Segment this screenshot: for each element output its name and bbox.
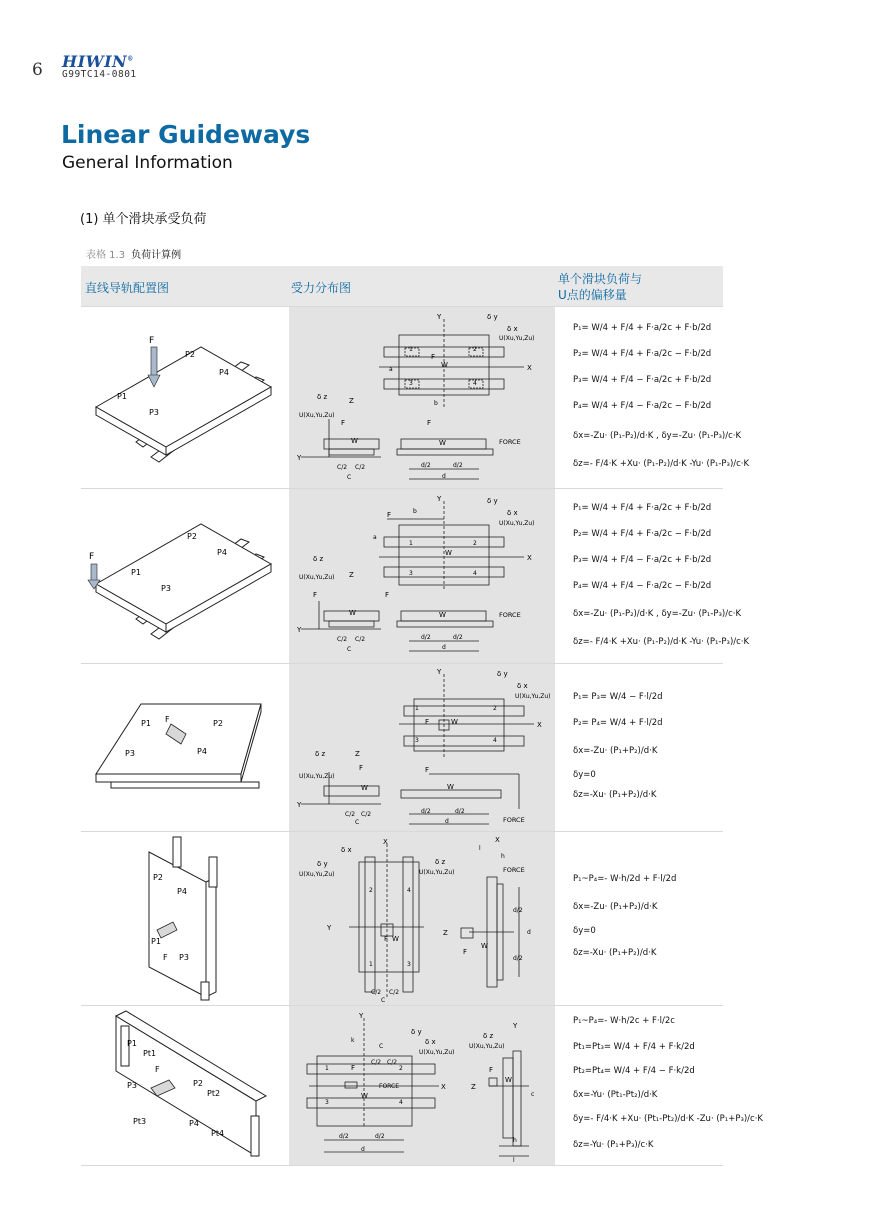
diagram-label: X	[537, 721, 542, 729]
diagram-label: 1	[415, 705, 419, 712]
diagram-label: F	[384, 935, 389, 943]
formula-cell: P₁= P₃= W/4 − F·l/2d P₂= P₄= W/4 + F·l/2d δx=-Zu· (P₁+P₂)/d·K δy=0 δz=-Xu· (P₁+P₂)/d·K	[555, 664, 723, 832]
diagram-label: d/2	[375, 1133, 385, 1140]
diagram-label: C	[347, 646, 352, 653]
diagram-label: F	[155, 1065, 160, 1074]
diagram-label: P1	[127, 1039, 137, 1048]
diagram-label: Pt2	[207, 1089, 221, 1098]
diagram-label: 4	[493, 737, 497, 744]
table-caption: 表格 1.3 负荷计算例	[86, 250, 182, 261]
guideway-config-diagram	[81, 1006, 289, 1165]
diagram-label: F	[359, 764, 364, 772]
diagram-label: Y	[359, 1012, 364, 1020]
diagram-label: Z	[355, 750, 360, 758]
guideway-config-diagram	[81, 307, 289, 489]
diagram-label: Y	[297, 454, 302, 462]
diagram-label: l	[479, 845, 481, 852]
hiwin-logo: HIWIN®	[62, 52, 134, 71]
page-number: 6	[32, 60, 43, 80]
diagram-label: δ z	[435, 858, 446, 866]
diagram-label: Y	[297, 801, 302, 809]
force-distribution-diagram	[289, 832, 555, 1006]
diagram-label: d	[527, 929, 531, 936]
diagram-label: C/2	[361, 811, 372, 818]
diagram-label: Y	[513, 1022, 518, 1030]
diagram-label: δ y	[487, 497, 498, 505]
diagram-label: F	[463, 948, 468, 956]
diagram-label: 3	[325, 1099, 329, 1106]
diagram-label: C	[381, 997, 386, 1004]
diagram-label: C/2	[337, 636, 348, 643]
diagram-label: P4	[177, 887, 187, 896]
diagram-label: δ x	[425, 1038, 436, 1046]
diagram-label: U(Xu,Yu,Zu)	[299, 574, 335, 581]
diagram-label: b	[434, 400, 438, 407]
diagram-label: h	[501, 853, 505, 860]
diagram-label: W	[351, 437, 358, 445]
diagram-label: C/2	[355, 636, 366, 643]
diagram-label: F	[351, 1064, 356, 1072]
diagram-label: U(Xu,Yu,Zu)	[499, 335, 535, 342]
diagram-label: d/2	[453, 462, 463, 469]
header-config: 直线导轨配置图	[85, 281, 170, 295]
diagram-label: δ x	[341, 846, 352, 854]
diagram-label: Pt4	[211, 1129, 225, 1138]
diagram-label: d	[361, 1146, 365, 1153]
diagram-label: 3	[415, 737, 419, 744]
diagram-label: F	[425, 718, 430, 726]
diagram-label: P3	[149, 408, 159, 417]
diagram-label: U(Xu,Yu,Zu)	[419, 869, 455, 876]
diagram-label: 4	[407, 887, 411, 894]
diagram-label: 3	[409, 380, 413, 387]
diagram-label: Z	[471, 1083, 476, 1091]
diagram-label: δ y	[497, 670, 508, 678]
diagram-label: d	[445, 818, 449, 825]
diagram-label: δ z	[313, 555, 324, 563]
diagram-label: 4	[473, 570, 477, 577]
diagram-label: W	[349, 609, 356, 617]
diagram-label: δ z	[317, 393, 328, 401]
diagram-label: F	[427, 419, 432, 427]
diagram-label: d/2	[421, 462, 431, 469]
diagram-label: a	[389, 366, 393, 373]
diagram-label: d/2	[513, 907, 523, 914]
header-force: 受力分布图	[291, 281, 352, 295]
diagram-label: FORCE	[379, 1083, 400, 1090]
diagram-label: F	[489, 1066, 494, 1074]
section-heading: (1) 单个滑块承受负荷	[80, 212, 207, 227]
diagram-label: F	[89, 552, 95, 562]
page-title: Linear Guideways	[61, 120, 311, 149]
diagram-label: P1	[131, 568, 141, 577]
table-row	[81, 488, 750, 664]
diagram-label: FORCE	[503, 866, 525, 874]
diagram-label: b	[413, 508, 417, 515]
diagram-label: Pt3	[133, 1117, 147, 1126]
diagram-label: 1	[325, 1065, 329, 1072]
diagram-label: FORCE	[499, 438, 521, 446]
diagram-label: P2	[213, 719, 223, 728]
diagram-label: U(Xu,Yu,Zu)	[299, 412, 335, 419]
diagram-label: P3	[179, 953, 189, 962]
diagram-label: U(Xu,Yu,Zu)	[515, 693, 551, 700]
diagram-label: d/2	[453, 634, 463, 641]
diagram-label: 2	[399, 1065, 403, 1072]
diagram-label: h	[513, 1137, 517, 1144]
diagram-label: U(Xu,Yu,Zu)	[419, 1049, 455, 1056]
diagram-label: 1	[409, 540, 413, 547]
diagram-label: Y	[437, 495, 442, 503]
diagram-label: P1	[117, 392, 127, 401]
load-calculation-table	[81, 266, 763, 1164]
formula-cell: P₁= W/4 + F/4 + F·a/2c + F·b/2d P₂= W/4 + F/4 + F·a/2c − F·b/2d P₃= W/4 + F/4 − F·a/2c + F·b/2d P₄= W/4 + F/4 − F·a/2c − F·b/2d δx=-Zu· (P₁-P₂)/d·K , δy=-Zu· (P₁-P₃)/c·K δz=- F/4·K +Xu· (P₁-P₂)/d·K -Yu· (P₁-P₃)/c·K	[555, 489, 723, 664]
diagram-label: Z	[443, 929, 448, 937]
diagram-label: P3	[125, 749, 135, 758]
diagram-label: F	[149, 336, 155, 346]
table-row	[81, 1005, 763, 1166]
diagram-label: F	[165, 715, 170, 724]
diagram-label: W	[451, 718, 458, 726]
diagram-label: P3	[127, 1081, 137, 1090]
diagram-label: FORCE	[499, 611, 521, 619]
diagram-label: δ x	[507, 509, 518, 517]
diagram-label: 1	[369, 961, 373, 968]
force-distribution-diagram	[289, 307, 555, 489]
diagram-label: 4	[473, 380, 477, 387]
diagram-label: C/2	[387, 1059, 398, 1066]
header-load-2: U点的偏移量	[558, 288, 627, 302]
diagram-label: F	[163, 953, 168, 962]
diagram-label: Y	[327, 924, 332, 932]
diagram-label: C/2	[389, 989, 400, 996]
diagram-label: X	[527, 554, 532, 562]
diagram-label: X	[383, 838, 388, 846]
header-load-1: 单个滑块负荷与	[558, 272, 643, 286]
table-row	[81, 663, 723, 832]
diagram-label: d	[442, 473, 446, 480]
diagram-label: δ x	[507, 325, 518, 333]
diagram-label: F	[313, 591, 318, 599]
formula-cell: P₁~P₄=- W·h/2c + F·l/2c Pt₁=Pt₃= W/4 + F/4 + F·k/2d Pt₂=Pt₄= W/4 + F/4 − F·k/2d δx=-Yu· (Pt₁-Pt₂)/d·K δy=- F/4·K +Xu· (Pt₁-Pt₂)/d·K -Zu· (P₁+P₃)/c·K δz=-Yu· (P₁+P₃)/c·K	[555, 1006, 723, 1165]
diagram-label: C/2	[371, 989, 382, 996]
diagram-label: X	[441, 1083, 446, 1091]
diagram-label: k	[351, 1037, 355, 1044]
diagram-label: P2	[185, 350, 195, 359]
diagram-label: P1	[141, 719, 151, 728]
diagram-label: F	[387, 511, 392, 519]
diagram-label: δ z	[315, 750, 326, 758]
diagram-label: 2	[493, 705, 497, 712]
diagram-label: P1	[151, 937, 161, 946]
diagram-label: X	[527, 364, 532, 372]
diagram-label: 2	[473, 346, 477, 353]
diagram-label: 3	[407, 961, 411, 968]
diagram-label: Y	[437, 313, 442, 321]
diagram-label: δ x	[517, 682, 528, 690]
diagram-label: P4	[189, 1119, 199, 1128]
table-row	[81, 306, 750, 489]
diagram-label: C	[379, 1043, 384, 1050]
diagram-label: d/2	[513, 955, 523, 962]
diagram-label: W	[445, 549, 452, 557]
diagram-label: W	[361, 1092, 368, 1100]
diagram-label: δ y	[411, 1028, 422, 1036]
diagram-label: 2	[473, 540, 477, 547]
diagram-label: δ y	[487, 313, 498, 321]
diagram-label: Y	[297, 626, 302, 634]
diagram-label: C/2	[355, 464, 366, 471]
diagram-label: C/2	[337, 464, 348, 471]
diagram-label: F	[425, 766, 430, 774]
diagram-label: U(Xu,Yu,Zu)	[499, 520, 535, 527]
diagram-label: W	[439, 439, 446, 447]
diagram-label: δ z	[483, 1032, 494, 1040]
diagram-label: 1	[409, 346, 413, 353]
diagram-label: FORCE	[503, 816, 525, 824]
diagram-label: C	[347, 474, 352, 481]
diagram-label: P4	[219, 368, 229, 377]
diagram-label: W	[361, 784, 368, 792]
diagram-label: P4	[197, 747, 207, 756]
diagram-label: X	[495, 836, 500, 844]
diagram-label: P2	[187, 532, 197, 541]
diagram-label: Z	[349, 571, 354, 579]
diagram-label: d/2	[421, 634, 431, 641]
diagram-label: P3	[161, 584, 171, 593]
guideway-config-diagram	[81, 664, 289, 832]
diagram-label: P2	[153, 873, 163, 882]
diagram-label: l	[513, 1157, 515, 1164]
diagram-label: W	[481, 942, 488, 950]
force-distribution-diagram	[289, 1006, 555, 1165]
diagram-label: C/2	[371, 1059, 382, 1066]
diagram-label: P2	[193, 1079, 203, 1088]
diagram-label: W	[505, 1076, 512, 1084]
diagram-label: U(Xu,Yu,Zu)	[299, 773, 335, 780]
diagram-label: C	[355, 819, 360, 826]
diagram-label: d/2	[455, 808, 465, 815]
diagram-label: δ y	[317, 860, 328, 868]
diagram-label: 3	[409, 570, 413, 577]
diagram-label: Z	[349, 397, 354, 405]
diagram-label: Pt1	[143, 1049, 157, 1058]
diagram-label: Y	[437, 668, 442, 676]
table-row	[81, 831, 723, 1006]
diagram-label: U(Xu,Yu,Zu)	[469, 1043, 505, 1050]
guideway-config-diagram	[81, 832, 289, 1006]
diagram-label: a	[373, 534, 377, 541]
diagram-label: W	[439, 611, 446, 619]
diagram-label: d/2	[339, 1133, 349, 1140]
formula-cell: P₁~P₄=- W·h/2d + F·l/2d δx=-Zu· (P₁+P₂)/d·K δy=0 δz=-Xu· (P₁+P₂)/d·K	[555, 832, 723, 1006]
diagram-label: F	[431, 353, 436, 361]
table-header	[81, 266, 723, 306]
force-distribution-diagram	[289, 664, 555, 832]
force-distribution-diagram	[289, 489, 555, 664]
document-code: G99TC14-0801	[62, 69, 137, 80]
diagram-label: 4	[399, 1099, 403, 1106]
diagram-label: d/2	[421, 808, 431, 815]
diagram-label: W	[441, 361, 448, 369]
diagram-label: W	[392, 935, 399, 943]
diagram-label: 2	[369, 887, 373, 894]
guideway-config-diagram	[81, 489, 289, 664]
page-subtitle: General Information	[62, 153, 233, 173]
diagram-label: C/2	[345, 811, 356, 818]
diagram-label: U(Xu,Yu,Zu)	[299, 871, 335, 878]
formula-cell: P₁= W/4 + F/4 + F·a/2c + F·b/2d P₂= W/4 + F/4 + F·a/2c − F·b/2d P₃= W/4 + F/4 − F·a/2c + F·b/2d P₄= W/4 + F/4 − F·a/2c − F·b/2d δx=-Zu· (P₁-P₂)/d·K , δy=-Zu· (P₁-P₃)/c·K δz=- F/4·K +Xu· (P₁-P₂)/d·K -Yu· (P₁-P₃)/c·K	[555, 307, 723, 489]
diagram-label: d	[442, 644, 446, 651]
diagram-label: F	[385, 591, 390, 599]
diagram-label: c	[531, 1091, 535, 1098]
diagram-label: P4	[217, 548, 227, 557]
diagram-label: F	[341, 419, 346, 427]
diagram-label: W	[447, 783, 454, 791]
